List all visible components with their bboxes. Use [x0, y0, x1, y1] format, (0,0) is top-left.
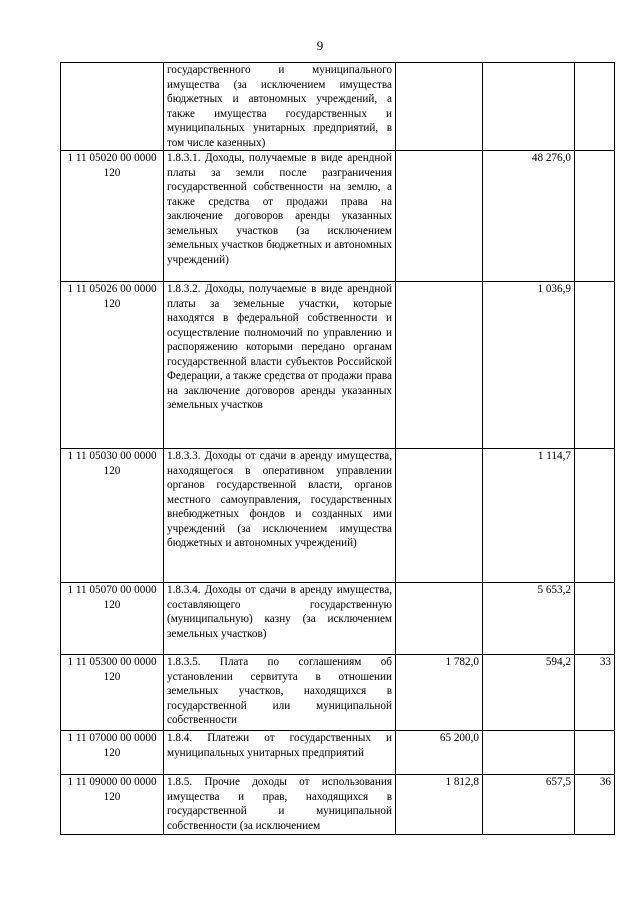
plan-amount-cell: 1 812,8 — [396, 775, 483, 835]
description-cell: 1.8.3.4. Доходы от сдачи в аренду имущества, составляющего государственную (муниципальную) казну (за исключением земельных участков) — [164, 583, 396, 655]
budget-code-cell: 1 11 05030 00 0000 120 — [61, 449, 164, 583]
budget-code-cell: 1 11 09000 00 0000 120 — [61, 775, 164, 835]
percent-cell: 36 — [575, 775, 615, 835]
plan-amount-cell: 65 200,0 — [396, 731, 483, 775]
percent-cell — [575, 63, 615, 151]
budget-code-cell: 1 11 07000 00 0000 120 — [61, 731, 164, 775]
table-row — [61, 63, 615, 151]
table-row — [61, 731, 615, 775]
actual-amount-cell: 5 653,2 — [483, 583, 575, 655]
description-cell: 1.8.4. Платежи от государственных и муниципальных унитарных предприятий — [164, 731, 396, 775]
description-cell: 1.8.3.1. Доходы, получаемые в виде арендной платы за земли после разграничения государственной собственности на землю, а также средства от продажи права на заключение договоров аренды указанных земельных участков (за исключением земельных участков бюджетных и автономных учреждений) — [164, 151, 396, 282]
plan-amount-cell — [396, 282, 483, 449]
table-row — [61, 151, 615, 282]
percent-cell — [575, 731, 615, 775]
page-number: 9 — [316, 38, 324, 53]
description-cell: 1.8.3.2. Доходы, получаемые в виде арендной платы за земельные участки, которые находятся в федеральной собственности и осуществление полномочий по управлению и распоряжению которыми передано органам государственной власти субъектов Российской Федерации, а также средства от продажи права на заключение договоров аренды указанных земельных участков — [164, 282, 396, 449]
description-cell: 1.8.3.3. Доходы от сдачи в аренду имущества, находящегося в оперативном управлении органов государственной власти, органов местного самоуправления, государственных внебюджетных фондов и созданных ими учреждений (за исключением имущества бюджетных и автономных учреждений) — [164, 449, 396, 583]
actual-amount-cell — [483, 731, 575, 775]
actual-amount-cell — [483, 63, 575, 151]
plan-amount-cell — [396, 449, 483, 583]
table-row — [61, 282, 615, 449]
plan-amount-cell: 1 782,0 — [396, 655, 483, 731]
plan-amount-cell — [396, 151, 483, 282]
actual-amount-cell: 1 036,9 — [483, 282, 575, 449]
budget-income-table — [60, 62, 615, 835]
budget-code-cell: 1 11 05026 00 0000 120 — [61, 282, 164, 449]
budget-code-cell: 1 11 05300 00 0000 120 — [61, 655, 164, 731]
percent-cell — [575, 583, 615, 655]
description-cell: государственного и муниципального имущества (за исключением имущества бюджетных и автономных учреждений, а также имущества государственных и муниципальных унитарных предприятий, в том числе казенных) — [164, 63, 396, 151]
budget-code-cell — [61, 63, 164, 151]
table-row — [61, 655, 615, 731]
table-row — [61, 449, 615, 583]
plan-amount-cell — [396, 63, 483, 151]
budget-code-cell: 1 11 05020 00 0000 120 — [61, 151, 164, 282]
actual-amount-cell: 48 276,0 — [483, 151, 575, 282]
actual-amount-cell: 1 114,7 — [483, 449, 575, 583]
description-cell: 1.8.3.5. Плата по соглашениям об установлении сервитута в отношении земельных участков, находящихся в государственной или муниципальной собственности — [164, 655, 396, 731]
percent-cell — [575, 449, 615, 583]
description-cell: 1.8.5. Прочие доходы от использования имущества и прав, находящихся в государственной и муниципальной собственности (за исключением — [164, 775, 396, 835]
actual-amount-cell: 657,5 — [483, 775, 575, 835]
table-row — [61, 583, 615, 655]
percent-cell — [575, 151, 615, 282]
percent-cell — [575, 282, 615, 449]
percent-cell: 33 — [575, 655, 615, 731]
table-row — [61, 775, 615, 835]
plan-amount-cell — [396, 583, 483, 655]
actual-amount-cell: 594,2 — [483, 655, 575, 731]
budget-code-cell: 1 11 05070 00 0000 120 — [61, 583, 164, 655]
